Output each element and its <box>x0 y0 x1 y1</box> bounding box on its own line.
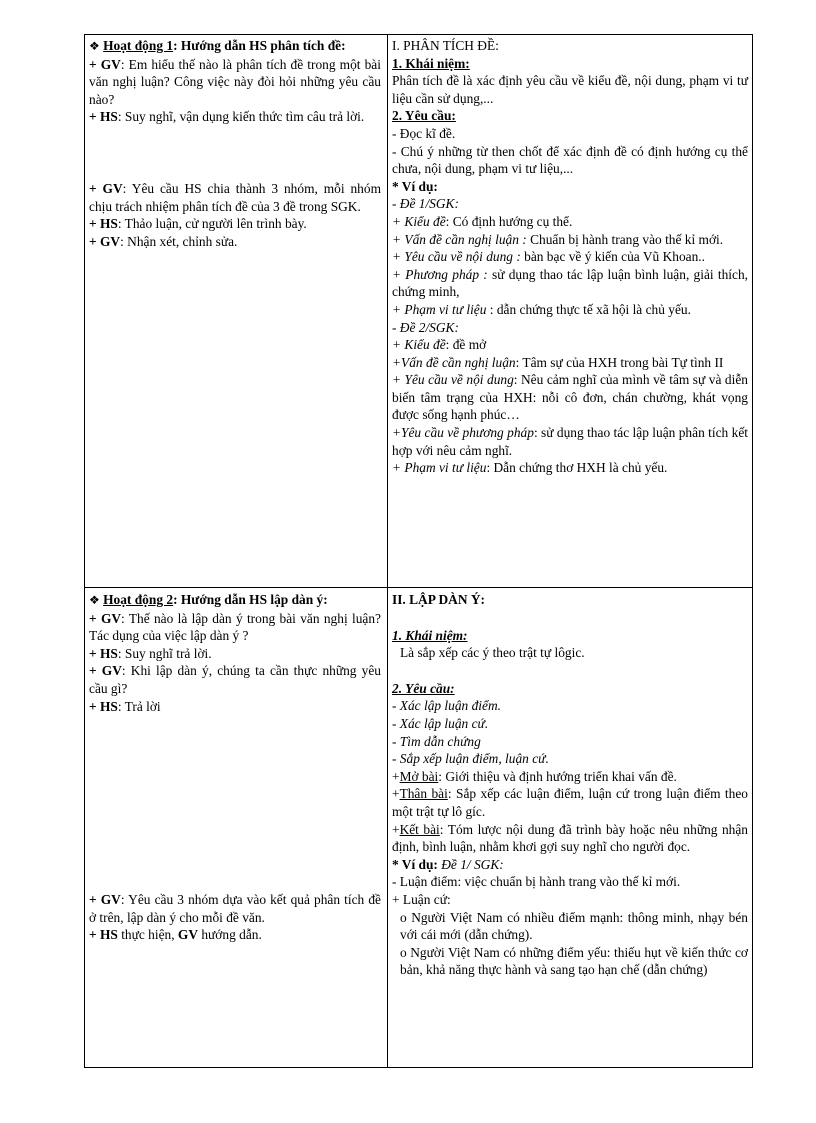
luan-cu-2: o Người Việt Nam có những điểm yếu: thiếu hụt về kiến thức cơ bản, khả năng thực hành và sang tạo hạn chế (dẫn chứng) <box>400 944 748 978</box>
row1-right-cell <box>392 37 748 477</box>
hs-answer-2: + HS: Thảo luận, cử người lên trình bày. <box>89 216 307 232</box>
de1-phuongphap: + Phương pháp : sử dụng thao tác lập luận bình luận, giải thích, chứng minh, <box>392 266 748 300</box>
concept-text: Phân tích đề là xác định yêu cầu về kiểu đề, nội dung, phạm vi tư liệu cần sử dụng,... <box>392 73 748 106</box>
section-1-title: I. PHÂN TÍCH ĐỀ: <box>392 38 499 53</box>
column-divider <box>387 35 388 1067</box>
req2-item-2: - Xác lập luận cứ. <box>392 715 489 731</box>
de2-phuongphap: +Yêu cầu về phương pháp: sử dụng thao tác lập luận phân tích kết hợp với nêu cảm nghĩ. <box>392 425 748 458</box>
concept2-heading: 1. Khái niệm: <box>392 627 468 643</box>
diamond-bullet-icon: ❖ <box>89 39 100 53</box>
concept-heading: 1. Khái niệm: <box>392 55 470 71</box>
req2-item-4: - Sắp xếp luận điểm, luận cứ. <box>392 751 549 767</box>
diamond-bullet-icon: ❖ <box>89 593 100 607</box>
de1-heading: - Đề 1/SGK: <box>392 196 459 212</box>
row2-left-cell <box>89 591 381 944</box>
concept2-text: Là sắp xếp các ý theo trật tự lôgic. <box>400 645 585 661</box>
luan-diem: - Luận điểm: việc chuẩn bị hành trang vào thế kỉ mới. <box>392 874 681 890</box>
section-2-title: II. LẬP DÀN Ý: <box>392 592 485 607</box>
requirement-1: - Đọc kĩ đề. <box>392 125 456 141</box>
req2-item-3: - Tìm dẫn chứng <box>392 733 481 749</box>
de1-vande: + Vấn đề cần nghị luận : Chuẩn bị hành trang vào thế kỉ mới. <box>392 231 724 247</box>
hs-answer-4: + HS: Trả lời <box>89 698 161 714</box>
de1-kieu: + Kiểu đề: Có định hướng cụ thể. <box>392 213 573 229</box>
de1-phamvi: + Phạm vi tư liệu : dẫn chứng thực tế xã hội là chủ yếu. <box>392 301 691 317</box>
thanbai: +Thân bài: Sắp xếp các luận điểm, luận cứ trong luận điểm theo một trật tự lô gíc. <box>392 786 748 819</box>
gv-task: + GV: Yêu cầu 3 nhóm dựa vào kết quả phân tích đề ở trên, lập dàn ý cho mỗi đề văn. <box>89 892 381 925</box>
de2-heading: - Đề 2/SGK: <box>392 319 459 335</box>
hs-answer-1: + HS: Suy nghĩ, vận dụng kiến thức tìm câu trả lời. <box>89 109 365 125</box>
luan-cu-1: o Người Việt Nam có nhiều điểm mạnh: thông minh, nhạy bén với cái mới (dẫn chứng). <box>400 909 748 943</box>
de2-vande: +Vấn đề cần nghị luận: Tâm sự của HXH trong bài Tự tình II <box>392 354 724 370</box>
req2-item-1: - Xác lập luận điểm. <box>392 698 501 714</box>
mobai: +Mở bài: Giới thiệu và định hướng triển khai vấn đề. <box>392 768 677 784</box>
gv-question-2: + GV: Yêu cầu HS chia thành 3 nhóm, mỗi nhóm chịu trách nhiệm phân tích đề của 3 đề trong SGK. <box>89 180 381 214</box>
de2-phamvi: + Phạm vi tư liệu: Dẫn chứng thơ HXH là chủ yếu. <box>392 460 668 476</box>
gv-question-3: + GV: Thế nào là lập dàn ý trong bài văn nghị luận? Tác dụng của việc lập dàn ý ? <box>89 610 381 644</box>
luan-cu-heading: + Luận cứ: <box>392 891 451 907</box>
requirement-2: - Chú ý những từ then chốt để xác định đề có định hướng cụ thể chưa, nội dung, phạm vi tư liệu,... <box>392 143 748 177</box>
row-divider <box>85 587 752 588</box>
activity-2-heading: ❖ Hoạt động 2: Hướng dẫn HS lập dàn ý: <box>89 592 328 607</box>
de2-noidung: + Yêu cầu về nội dung: Nêu cảm nghĩ của mình về tâm sự và diễn biến tâm trạng của HXH: nỗi cô đơn, chán chường, khát vọng được sống hạnh phúc… <box>392 372 748 423</box>
example2-heading: * Ví dụ: Đề 1/ SGK: <box>392 856 504 872</box>
ketbai: +Kết bài: Tóm lược nội dung đã trình bày hoặc nêu những nhận định, bình luận, nhằm khơi gợi suy nghĩ cho người đọc. <box>392 821 749 855</box>
row1-left-cell <box>89 37 381 250</box>
lesson-table <box>84 34 753 1068</box>
hs-answer-3: + HS: Suy nghĩ trả lời. <box>89 645 212 661</box>
de1-noidung: + Yêu cầu về nội dung : bàn bạc về ý kiến của Vũ Khoan.. <box>392 249 705 265</box>
gv-comment: + GV: Nhận xét, chỉnh sửa. <box>89 233 238 249</box>
activity-1-heading: ❖ Hoạt động 1: Hướng dẫn HS phân tích đề: <box>89 38 346 53</box>
gv-question-1: + GV: Em hiểu thế nào là phân tích đề trong một bài văn nghị luận? Công việc này đòi hỏi những yêu cầu nào? <box>89 56 381 107</box>
hs-gv-action: + HS thực hiện, GV hướng dẫn. <box>89 927 262 943</box>
requirement-heading: 2. Yêu cầu: <box>392 108 456 124</box>
example-heading: * Ví dụ: <box>392 178 438 194</box>
requirement2-heading: 2. Yêu cầu: <box>392 680 455 696</box>
gv-question-4: + GV: Khi lập dàn ý, chúng ta cần thực những yêu cầu gì? <box>89 663 381 696</box>
row2-right-cell <box>392 591 748 979</box>
de2-kieu: + Kiểu đề: đề mở <box>392 337 487 353</box>
